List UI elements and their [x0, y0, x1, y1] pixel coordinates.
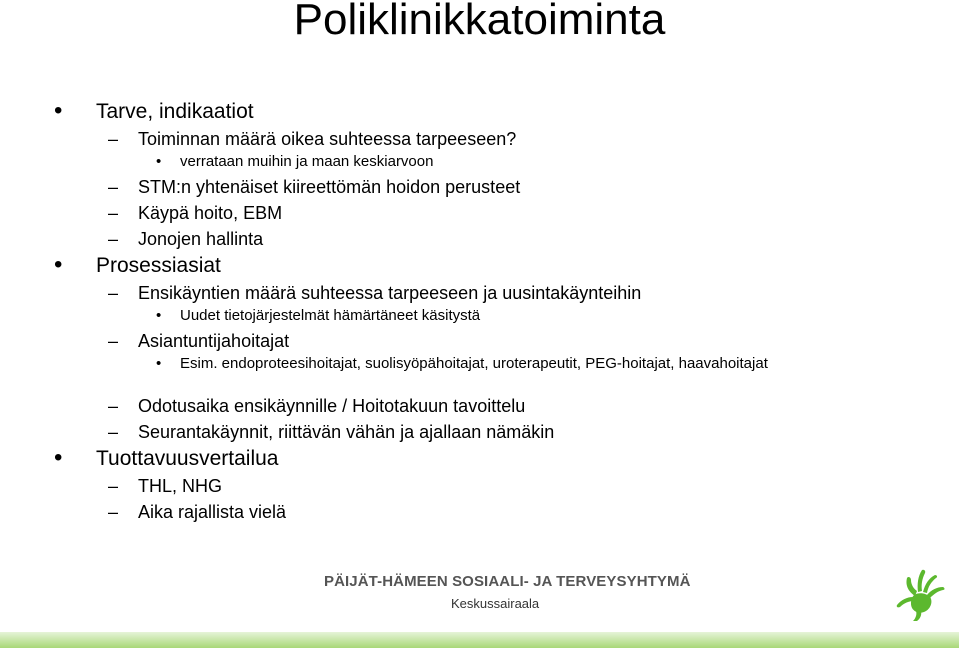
bullet-level2: [108, 330, 290, 352]
dash-marker: –: [108, 396, 119, 416]
bullet-marker: •: [54, 251, 63, 278]
bullet-text: THL, NHG: [138, 476, 223, 496]
bullet-level2: [108, 228, 264, 250]
dash-marker: –: [108, 203, 119, 223]
slide-title: Poliklinikkatoiminta: [293, 0, 666, 44]
bullet-text: Toiminnan määrä oikea suhteessa tarpeeseen?: [138, 129, 517, 149]
bullet-text: Odotusaika ensikäynnille / Hoitotakuun tavoittelu: [138, 396, 526, 416]
bullet-level3: [156, 355, 820, 373]
bullet-text: STM:n yhtenäiset kiireettömän hoidon perusteet: [138, 177, 521, 197]
bullet-marker: •: [156, 355, 162, 372]
bullet-level2: [108, 176, 521, 198]
bullet-level1: [54, 97, 254, 124]
bullet-text: Asiantuntijahoitajat: [138, 331, 290, 351]
bullet-level2: [108, 282, 642, 304]
bullet-text: Esim. endoproteesihoitajat, suolisyöpähoitajat, uroterapeutit, PEG-hoitajat, haavahoitajat: [180, 355, 768, 372]
bullet-level2: [108, 128, 517, 150]
dash-marker: –: [108, 331, 119, 351]
dash-marker: –: [108, 177, 119, 197]
dash-marker: –: [108, 476, 119, 496]
bullet-text: Tuottavuusvertailua: [96, 447, 279, 470]
dash-marker: –: [108, 129, 119, 149]
bullet-level2: [108, 421, 555, 443]
bullet-text: Seurantakäynnit, riittävän vähän ja ajallaan nämäkin: [138, 422, 555, 442]
dash-marker: –: [108, 283, 119, 303]
bullet-text: verrataan muihin ja maan keskiarvoon: [180, 153, 434, 170]
bullet-level2: [108, 475, 223, 497]
bullet-text: Käypä hoito, EBM: [138, 203, 283, 223]
bullet-level3: [156, 153, 434, 171]
bullet-level1: [54, 251, 221, 278]
bullet-marker: •: [156, 307, 162, 324]
hand-logo-icon: [893, 566, 949, 622]
bullet-text: Uudet tietojärjestelmät hämärtäneet käsitystä: [180, 307, 481, 324]
hospital-name: Keskussairaala: [451, 596, 540, 611]
bullet-text: Tarve, indikaatiot: [96, 100, 254, 123]
bullet-text: Jonojen hallinta: [138, 229, 264, 249]
bullet-marker: •: [54, 444, 63, 471]
dash-marker: –: [108, 422, 119, 442]
bullet-text: Aika rajallista vielä: [138, 502, 287, 522]
organization-name: PÄIJÄT-HÄMEEN SOSIAALI- JA TERVEYSYHTYMÄ: [324, 573, 691, 590]
footer-green-bar: [0, 632, 959, 648]
dash-marker: –: [108, 502, 119, 522]
bullet-level2: [108, 202, 283, 224]
bullet-marker: •: [156, 153, 162, 170]
bullet-level2: [108, 501, 287, 523]
bullet-level2: [108, 395, 526, 417]
dash-marker: –: [108, 229, 119, 249]
bullet-level3: [156, 307, 481, 325]
bullet-marker: •: [54, 97, 63, 124]
bullet-text: Prosessiasiat: [96, 254, 221, 277]
bullet-text: Ensikäyntien määrä suhteessa tarpeeseen ja uusintakäynteihin: [138, 283, 642, 303]
bullet-level1: [54, 444, 279, 471]
